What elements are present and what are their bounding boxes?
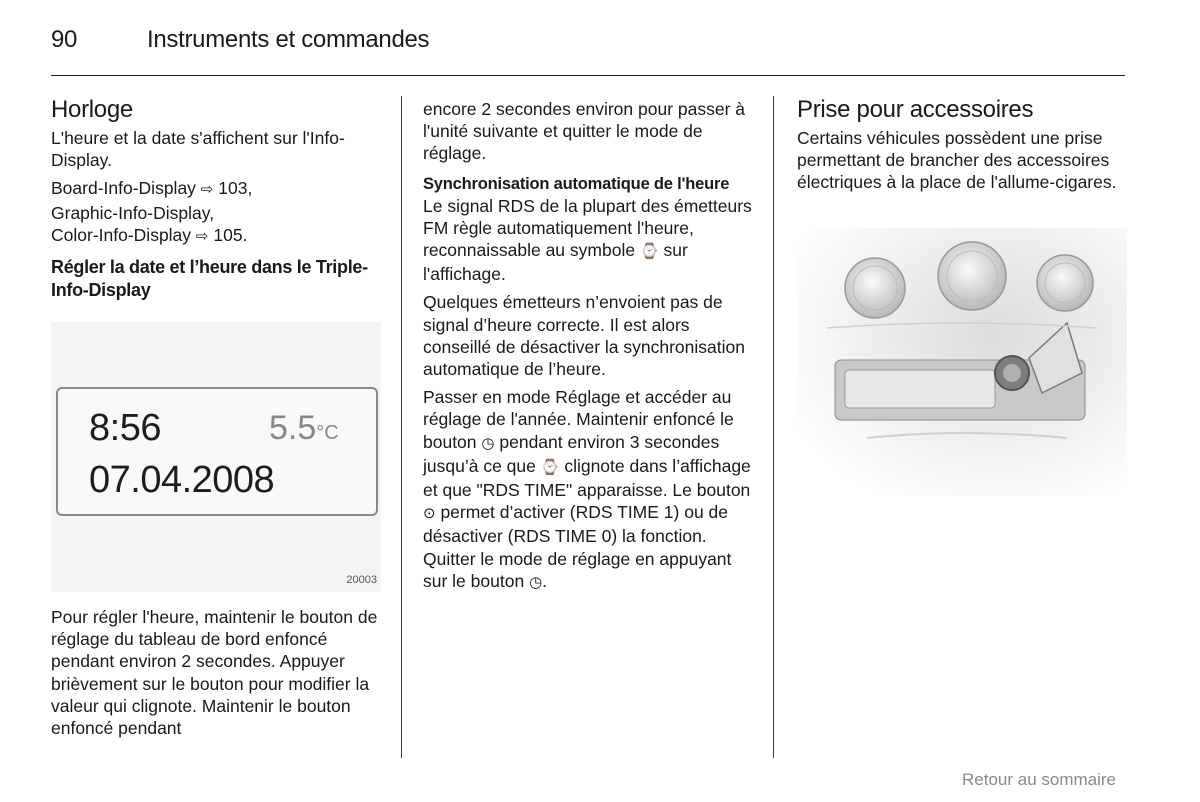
clock-button-icon: ◷ bbox=[481, 434, 495, 452]
header-rule bbox=[51, 75, 1125, 76]
triple-info-display-figure bbox=[51, 322, 381, 592]
cross-references bbox=[51, 177, 386, 248]
page-number: 90 bbox=[51, 26, 78, 53]
paragraph: encore 2 secondes environ pour passer à l'unité suivante et quitter le mode de réglage. bbox=[423, 99, 746, 164]
paragraph: Pour régler l'heure, maintenir le bouton de réglage du tableau de bord enfoncé pendant environ 2 secondes. Appuyer brièvement sur le bouton pour modifier la valeur qui clignote. Maintenir le bouton enfoncé pendant bbox=[51, 607, 378, 739]
text: permet d’activer (RDS TIME 1) ou de désactiver (RDS TIME 0) la fonction. Quitter le mode de réglage en appuyant sur le bouton bbox=[423, 502, 732, 591]
text: Le signal RDS de la plupart des émetteurs FM règle automatiquement l'heure, reconnaissable au symbole bbox=[423, 195, 752, 261]
column-1-continued bbox=[51, 606, 386, 745]
xref-graphic-info: Graphic-Info-Display, bbox=[51, 202, 215, 223]
section-heading-prise: Prise pour accessoires bbox=[797, 96, 1034, 123]
text: clignote dans l’affichage et que "RDS TIME" apparaisse. Le bouton bbox=[423, 455, 751, 501]
select-button-icon: ⊙ bbox=[423, 505, 436, 523]
clock-button-icon: ◷ bbox=[529, 573, 543, 591]
text: Passer en mode Réglage et accéder au réglage de l'année. Maintenir enfoncé le bouton bbox=[423, 387, 734, 452]
column-1 bbox=[51, 96, 386, 302]
display-time: 8:56 bbox=[89, 407, 161, 449]
paragraph bbox=[423, 386, 758, 594]
rds-clock-icon: ⌚ bbox=[639, 243, 659, 261]
subheading-triple-info: Régler la date et l’heure dans le Triple-Info-Display bbox=[51, 257, 368, 301]
column-3 bbox=[797, 96, 1127, 200]
paragraph: Quelques émetteurs n’envoient pas de signal d’heure correcte. Il est alors conseillé de désactiver la synchronisation automatique de l’heure. bbox=[423, 292, 745, 380]
paragraph: L'heure et la date s'affichent sur l'Info-Display. bbox=[51, 128, 345, 171]
paragraph: Certains véhicules possèdent une prise permettant de brancher des accessoires électriques à la place de l'allume-cigares. bbox=[797, 128, 1117, 193]
temperature-unit: °C bbox=[316, 422, 339, 444]
text: pendant environ 3 secondes jusqu’à ce que bbox=[423, 431, 720, 476]
back-to-summary-link[interactable]: Retour au sommaire bbox=[962, 770, 1117, 789]
xref-board-info: Board-Info-Display bbox=[51, 178, 196, 199]
page-reference-arrow-icon: ⇨ bbox=[200, 181, 214, 199]
display-temperature bbox=[269, 409, 339, 448]
rds-clock-icon: ⌚ bbox=[540, 458, 560, 476]
figure-id: 20003 bbox=[346, 574, 377, 586]
subheading-sync: Synchronisation automatique de l'heure bbox=[423, 174, 730, 193]
column-divider-2 bbox=[773, 96, 774, 758]
section-heading-horloge: Horloge bbox=[51, 96, 133, 123]
accessory-socket-illustration bbox=[797, 228, 1127, 496]
column-2 bbox=[423, 98, 758, 600]
page-header-title: Instruments et commandes bbox=[147, 26, 430, 53]
display-screen bbox=[56, 387, 378, 516]
page-reference-arrow-icon: ⇨ bbox=[195, 227, 209, 245]
text: . bbox=[542, 570, 548, 591]
xref-page[interactable]: 105. bbox=[213, 224, 248, 245]
xref-page[interactable]: 103, bbox=[218, 178, 253, 199]
xref-color-info: Color-Info-Display bbox=[51, 224, 192, 245]
column-divider-1 bbox=[401, 96, 402, 758]
paragraph bbox=[423, 195, 758, 286]
temperature-value: 5.5 bbox=[269, 409, 317, 447]
text: sur l'affichage. bbox=[423, 240, 688, 285]
display-date: 07.04.2008 bbox=[89, 459, 275, 501]
